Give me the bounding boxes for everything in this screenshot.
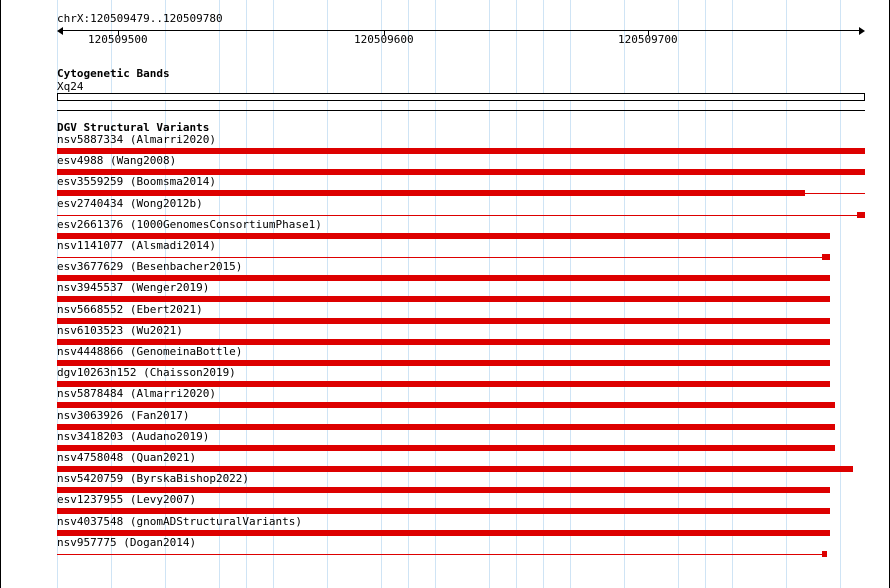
ruler-left-arrow-icon: [57, 27, 63, 35]
grid-line: [327, 0, 328, 588]
locus-label: chrX:120509479..120509780: [57, 12, 223, 25]
grid-line: [543, 0, 544, 588]
variant-bar[interactable]: [57, 487, 830, 493]
variant-track-label[interactable]: nsv5668552 (Ebert2021): [57, 302, 203, 316]
ruler-right-arrow-icon: [859, 27, 865, 35]
variant-bar[interactable]: [822, 551, 827, 557]
variant-track-label[interactable]: nsv3063926 (Fan2017): [57, 408, 190, 422]
variant-bar[interactable]: [57, 445, 835, 451]
grid-line: [624, 0, 625, 588]
grid-line: [786, 0, 787, 588]
variant-bar[interactable]: [57, 360, 830, 366]
variant-bar[interactable]: [57, 508, 830, 514]
cytogenetic-bands-title: Cytogenetic Bands: [57, 67, 170, 80]
variant-track-label[interactable]: nsv5878484 (Almarri2020): [57, 387, 216, 401]
grid-line: [732, 0, 733, 588]
variant-track-label[interactable]: nsv957775 (Dogan2014): [57, 535, 197, 549]
ruler-axis: [63, 30, 859, 31]
variant-bar[interactable]: [57, 424, 835, 430]
panel-left-border: [0, 0, 1, 588]
variant-bar[interactable]: [57, 190, 805, 196]
variant-track-label[interactable]: nsv4448866 (GenomeinaBottle): [57, 345, 243, 358]
grid-line: [381, 0, 382, 588]
variant-bar[interactable]: [57, 339, 830, 345]
variant-extent-line: [57, 554, 827, 555]
grid-line: [219, 0, 220, 588]
grid-line: [678, 0, 679, 588]
ruler-tick-label: 120509600: [354, 33, 414, 46]
variant-bar[interactable]: [57, 466, 853, 472]
dgv-title: DGV Structural Variants: [57, 121, 210, 134]
variant-extent-line: [57, 215, 865, 216]
grid-line: [435, 0, 436, 588]
grid-line: [705, 0, 706, 588]
variant-bar[interactable]: [57, 148, 865, 154]
grid-line: [246, 0, 247, 588]
variant-track-label[interactable]: esv4988 (Wang2008): [57, 154, 177, 168]
variant-track-label[interactable]: nsv4758048 (Quan2021): [57, 451, 197, 464]
variant-bar[interactable]: [57, 169, 865, 175]
variant-bar[interactable]: [57, 233, 830, 239]
variant-track-label[interactable]: nsv3945537 (Wenger2019): [57, 281, 210, 295]
variant-bar[interactable]: [57, 296, 830, 302]
variant-track-label[interactable]: nsv1141077 (Alsmadi2014): [57, 239, 216, 252]
grid-line: [273, 0, 274, 588]
variant-track-label[interactable]: nsv4037548 (gnomADStructuralVariants): [57, 514, 303, 528]
variant-extent-line: [57, 257, 830, 258]
cytoband-box[interactable]: [57, 93, 865, 101]
cytoband-label: Xq24: [57, 80, 84, 93]
ruler-tick-label: 120509500: [88, 33, 148, 46]
variant-bar[interactable]: [57, 381, 830, 387]
section-divider: [57, 110, 865, 111]
grid-line: [840, 0, 841, 588]
variant-bar[interactable]: [57, 318, 830, 324]
variant-track-label[interactable]: esv2661376 (1000GenomesConsortiumPhase1): [57, 217, 322, 231]
variant-track-label[interactable]: nsv3418203 (Audano2019): [57, 429, 210, 443]
grid-line: [570, 0, 571, 588]
variant-track-label[interactable]: esv3559259 (Boomsma2014): [57, 175, 216, 189]
ruler-tick-label: 120509700: [618, 33, 678, 46]
grid-line: [489, 0, 490, 588]
variant-bar[interactable]: [857, 212, 865, 218]
variant-bar[interactable]: [57, 275, 830, 281]
variant-track-label[interactable]: nsv6103523 (Wu2021): [57, 323, 183, 337]
variant-bar[interactable]: [57, 402, 835, 408]
variant-track-label[interactable]: esv2740434 (Wong2012b): [57, 196, 203, 210]
grid-line: [408, 0, 409, 588]
variant-bar[interactable]: [57, 530, 830, 536]
variant-track-label[interactable]: esv3677629 (Besenbacher2015): [57, 260, 243, 274]
grid-line: [516, 0, 517, 588]
variant-bar[interactable]: [822, 254, 830, 260]
variant-track-label[interactable]: esv1237955 (Levy2007): [57, 493, 197, 507]
variant-track-label[interactable]: nsv5420759 (ByrskaBishop2022): [57, 472, 250, 486]
variant-track-label[interactable]: dgv10263n152 (Chaisson2019): [57, 366, 236, 380]
variant-track-label[interactable]: nsv5887334 (Almarri2020): [57, 133, 216, 146]
